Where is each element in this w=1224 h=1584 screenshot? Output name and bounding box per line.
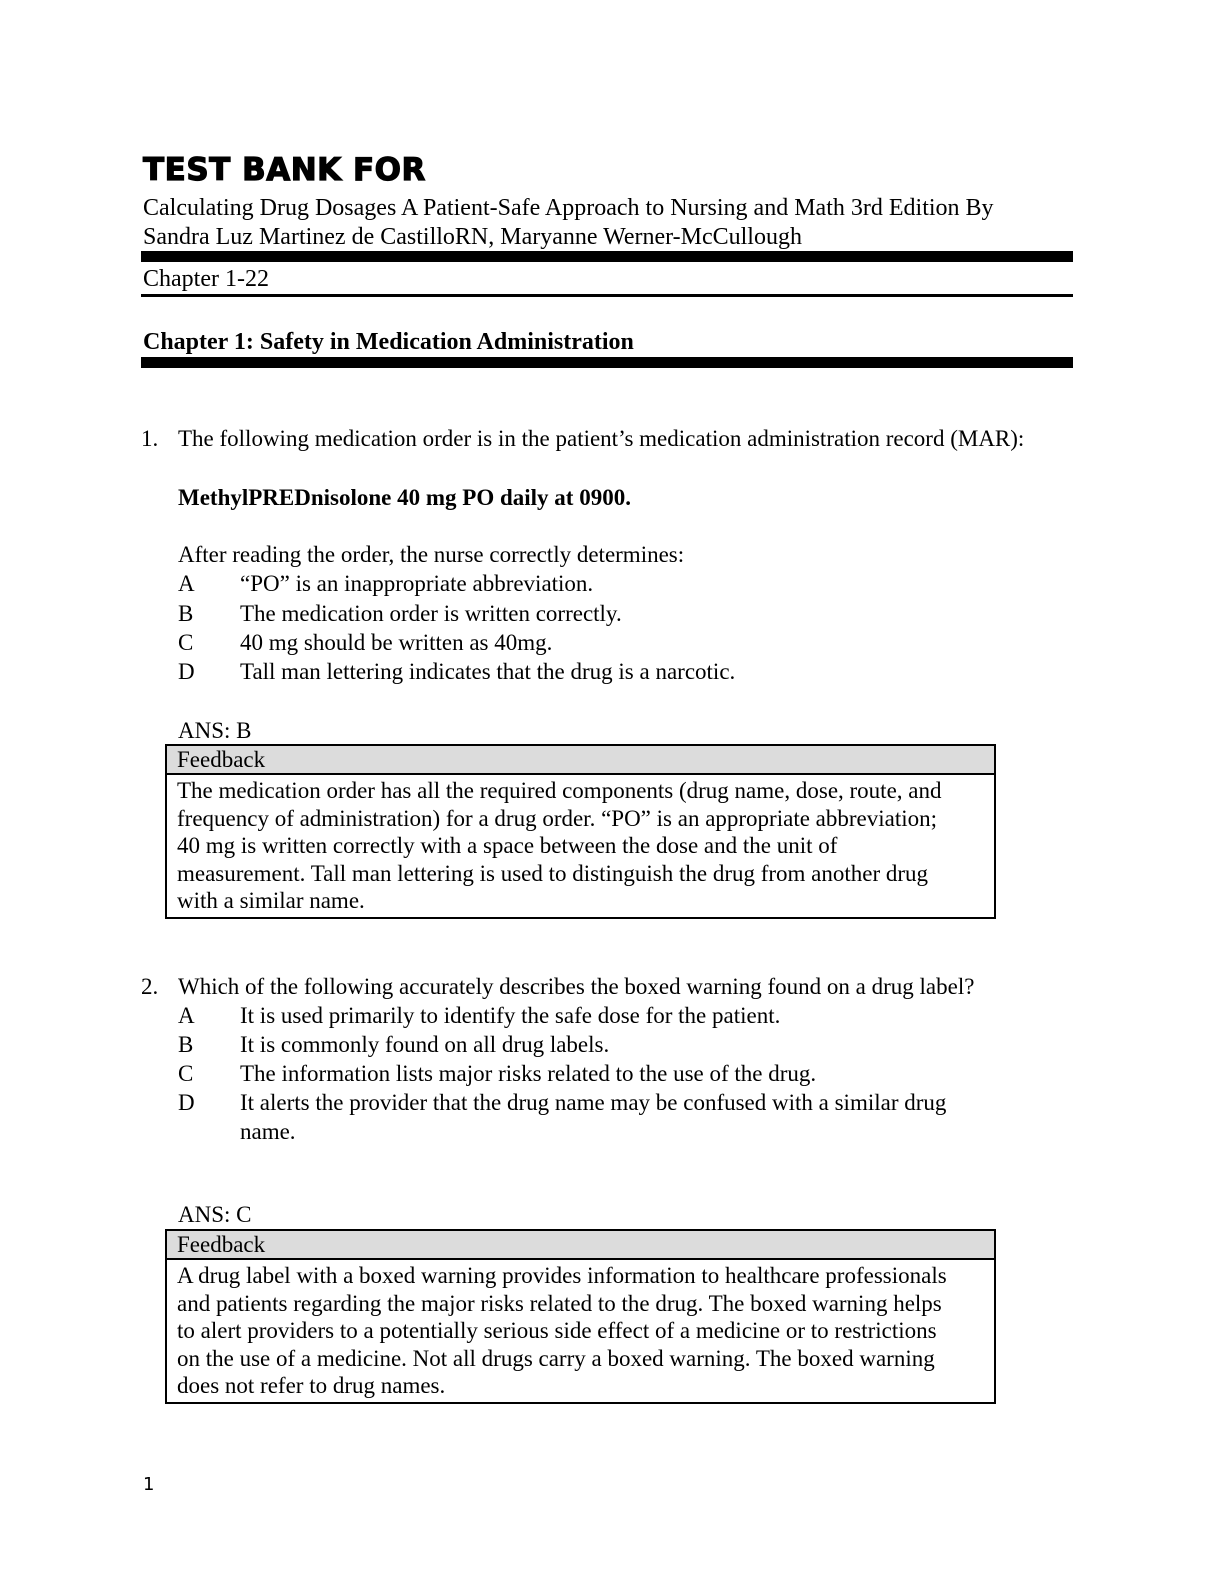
header-rule-thin [141,294,1073,297]
question-1-order: MethylPREDnisolone 40 mg PO daily at 0900. [178,485,631,510]
question-2-stem: Which of the following accurately describes the boxed warning found on a drug label? [178,974,975,999]
feedback-line: The medication order has all the required components (drug name, dose, route, and [177,778,942,803]
question-1-feedback-label: Feedback [167,746,994,775]
chapter-title: Chapter 1: Safety in Medication Administration [143,329,634,355]
question-2-option-a-letter: A [178,1003,195,1028]
question-2-option-c-text: The information lists major risks related to the use of the drug. [240,1061,817,1086]
question-2-answer: ANS: C [178,1202,252,1227]
feedback-line: 40 mg is written correctly with a space between the dose and the unit of [177,833,838,858]
feedback-line: A drug label with a boxed warning provides information to healthcare professionals [177,1263,947,1288]
book-title-line-1: Calculating Drug Dosages A Patient-Safe Approach to Nursing and Math 3rd Edition By [143,195,994,221]
question-2-option-b-text: It is commonly found on all drug labels. [240,1032,610,1057]
feedback-line: does not refer to drug names. [177,1373,446,1398]
question-2-feedback-body [167,1260,994,1402]
book-title-line-2: Sandra Luz Martinez de CastilloRN, Maryanne Werner-McCullough [143,224,802,250]
question-1-number: 1. [141,426,159,451]
question-1-option-b-text: The medication order is written correctly. [240,601,622,626]
feedback-line: with a similar name. [177,888,365,913]
document-title: TEST BANK FOR [143,152,426,188]
question-1-option-a-text: “PO” is an inappropriate abbreviation. [240,571,594,596]
question-1-stem: The following medication order is in the patient’s medication administration record (MAR): [178,426,1025,451]
feedback-line: on the use of a medicine. Not all drugs carry a boxed warning. The boxed warning [177,1345,935,1371]
question-2-option-a-text: It is used primarily to identify the safe dose for the patient. [240,1003,781,1028]
question-1-feedback-box [165,744,996,919]
question-2-option-c-letter: C [178,1061,194,1086]
question-1-option-c-text: 40 mg should be written as 40mg. [240,630,553,655]
question-1-prompt: After reading the order, the nurse correctly determines: [178,542,685,567]
feedback-line: frequency of administration) for a drug order. “PO” is an appropriate abbreviation; [177,805,938,831]
feedback-line: measurement. Tall man lettering is used to distinguish the drug from another drug [177,860,929,886]
question-2-number: 2. [141,974,159,999]
question-2-feedback-label: Feedback [167,1231,994,1260]
question-1-feedback-body [167,775,994,917]
question-2-option-d-text-line-2: name. [240,1119,296,1144]
chapter-rule [141,357,1073,368]
question-1-answer: ANS: B [178,718,252,743]
feedback-line: to alert providers to a potentially serious side effect of a medicine or to restrictions [177,1318,937,1343]
question-1-option-d-letter: D [178,659,195,684]
question-1-option-d-text: Tall man lettering indicates that the drug is a narcotic. [240,659,736,684]
question-2-option-d-letter: D [178,1090,195,1115]
question-1-option-b-letter: B [178,601,194,626]
chapter-range: Chapter 1-22 [143,266,269,292]
question-2-feedback-box [165,1229,996,1404]
question-1-option-a-letter: A [178,571,195,596]
question-1-option-c-letter: C [178,630,194,655]
header-rule-thick [141,251,1073,262]
page-number: 1 [143,1474,155,1495]
question-2-option-d-text: It alerts the provider that the drug name may be confused with a similar drug [240,1090,947,1115]
feedback-line: and patients regarding the major risks related to the drug. The boxed warning helps [177,1290,942,1316]
question-2-option-b-letter: B [178,1032,194,1057]
